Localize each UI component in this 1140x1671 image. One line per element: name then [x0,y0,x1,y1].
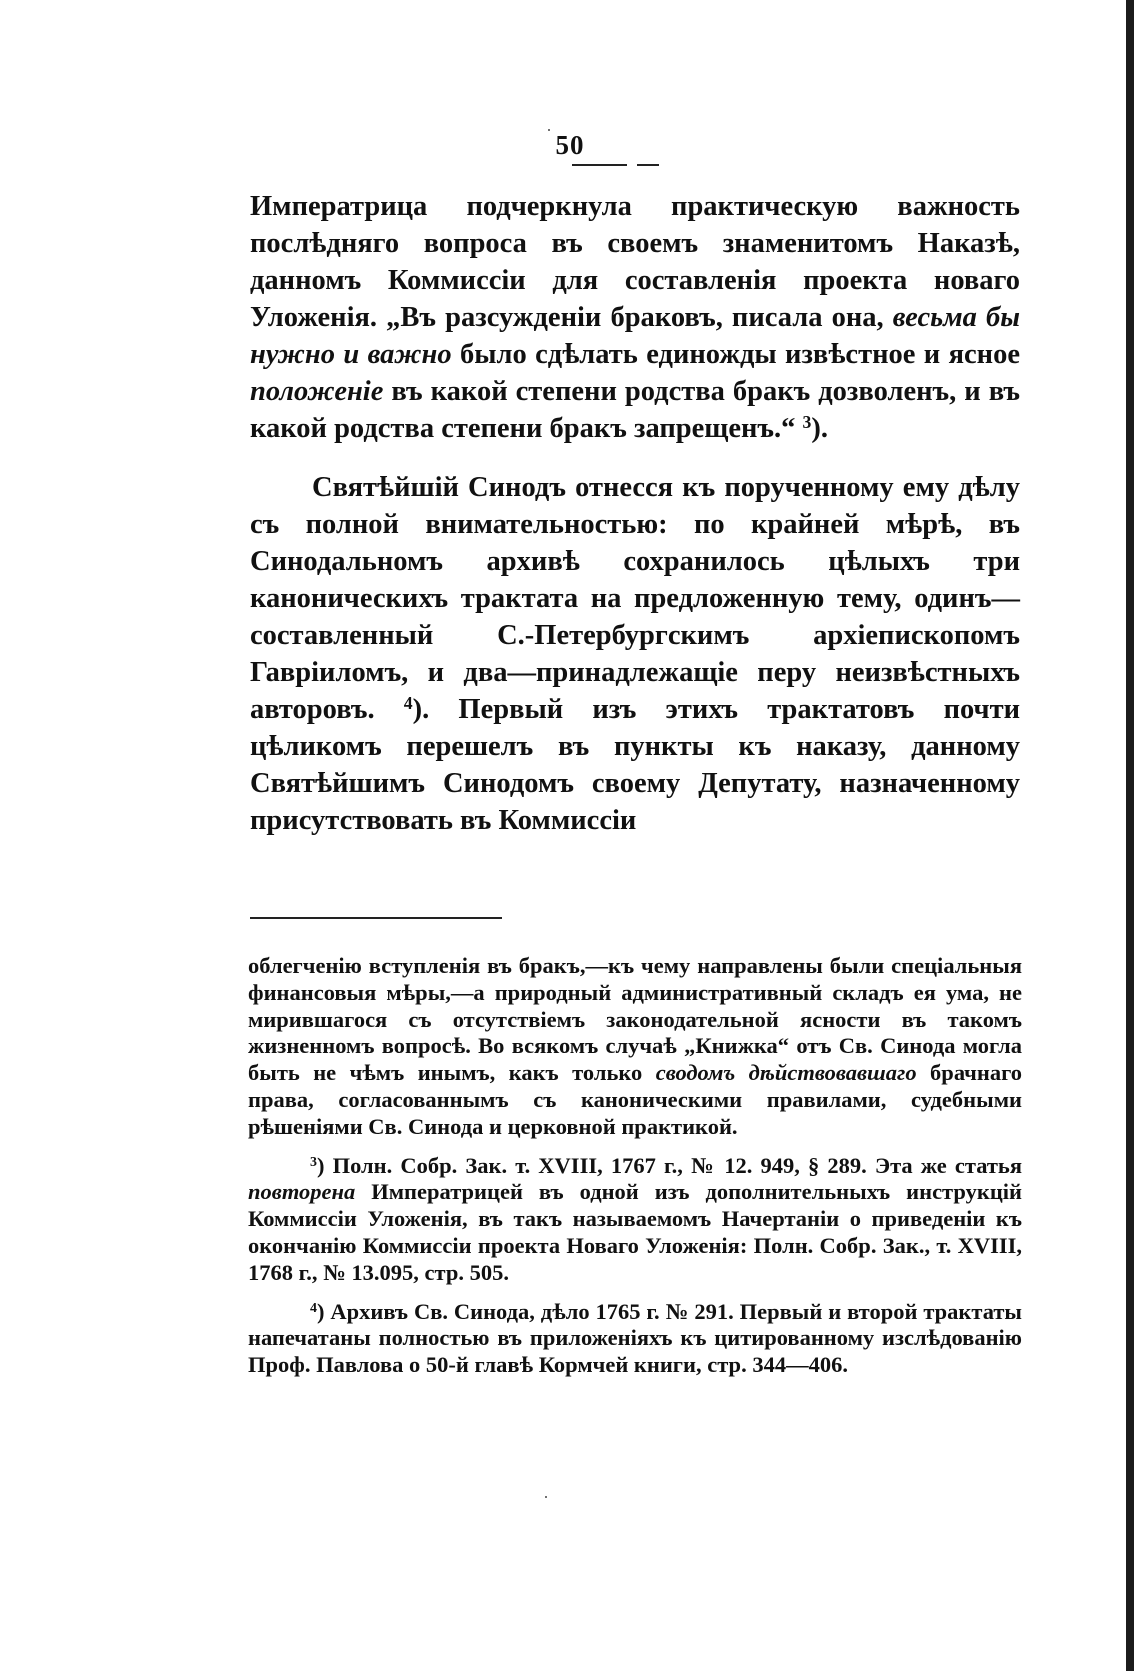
footnote-separator [250,917,502,919]
p1-text-3: въ какой степени родства бракъ дозволенъ, и въ какой родства степени бракъ запрещенъ.“ [250,376,1020,444]
header-dot [548,129,550,131]
footnotes [248,953,1022,1379]
p1-text-1: Императрица подчеркнула практическую важность послѣдняго вопроса въ своемъ знаменитомъ Наказѣ, данномъ Коммиссіи для составленія проекта новаго Уложенія. „Въ разсужденіи браковъ, писала она, [250,191,1020,333]
p1-text-4: ). [811,413,828,444]
footnote-continuation [248,953,1022,1141]
fn4-text-1: ) Архивъ Св. Синода, дѣло 1765 г. № 291. Первый и второй трактаты напечатаны полностью въ приложеніяхъ къ цитированному изслѣдованію Проф. Павлова о 50-й главѣ Кормчей книги, стр. 344—406. [248,1298,1022,1378]
footnote-3-marker: 3 [310,1154,317,1170]
page-number: 50 [555,130,585,160]
fn-cont-text-2: брачнаго права, согласованнымъ съ каноническими правилами, судебными рѣшеніями Св. Синода и церковной практикой. [248,1060,1022,1139]
bottom-dot [545,1496,547,1498]
p1-emphasis-2: положеніе [250,376,384,407]
footnote-ref-4: 4 [403,693,413,714]
fn3-text-2: Императрицей въ одной изъ дополнительныхъ инструкцій Коммиссіи Уложенія, въ такъ называемомъ Начертаніи о приведеніи къ окончанію Коммиссіи проекта Новаго Уложенія: Полн. Собр. Зак., т. XVIII, 1768 г., № 13.095, стр. 505. [248,1179,1022,1285]
paragraph-1 [250,188,1020,447]
p2-text-1: Святѣйшій Синодъ отнесся къ порученному ему дѣлу съ полной внимательностью: по крайней мѣрѣ, въ Синодальномъ архивѣ сохранилось цѣлыхъ три каноническихъ трактата на предложенную тему, одинъ—составленный С.-Петербургскимъ архіепископомъ Гавріиломъ, и два—принадлежащіе перу неизвѣстныхъ авторовъ. [250,472,1020,725]
footnote-4 [248,1299,1022,1379]
page-edge-shadow [1126,0,1134,1671]
p2-text-2: ). Первый изъ этихъ трактатовъ почти цѣликомъ перешелъ въ пункты къ наказу, данному Святѣйшимъ Синодомъ своему Депутату, назначенному присутствовать въ Коммиссіи [250,694,1020,836]
main-text [250,188,1020,839]
fn3-text-1: ) Полн. Собр. Зак. т. XVIII, 1767 г., № 12. 949, § 289. Эта же статья [316,1152,1022,1178]
footnote-4-marker: 4 [310,1300,317,1316]
p1-emphasis-1: весьма бы нужно и важно [250,302,1020,370]
fn3-emphasis: повторена [248,1179,356,1205]
fn-cont-text-1: облегченію вступленія въ бракъ,—къ чему направлены были спеціальныя финансовыя мѣры,—а природный административный складъ ея ума, не мирившагося съ отсутствіемъ законодательной ясности въ такомъ жизненномъ вопросѣ. Во всякомъ случаѣ „Книжка“ отъ Св. Синода могла быть не чѣмъ инымъ, какъ только [248,953,1022,1086]
footnote-ref-3: 3 [802,412,812,433]
header-rule-right [637,164,659,166]
header-rule-left [572,164,627,166]
paragraph-2 [250,469,1020,839]
p1-text-2: было сдѣлать единожды извѣстное и ясное [451,339,1020,370]
footnote-3 [248,1153,1022,1287]
fn-cont-emphasis: сводомъ дѣйствовавшаго [655,1060,917,1086]
